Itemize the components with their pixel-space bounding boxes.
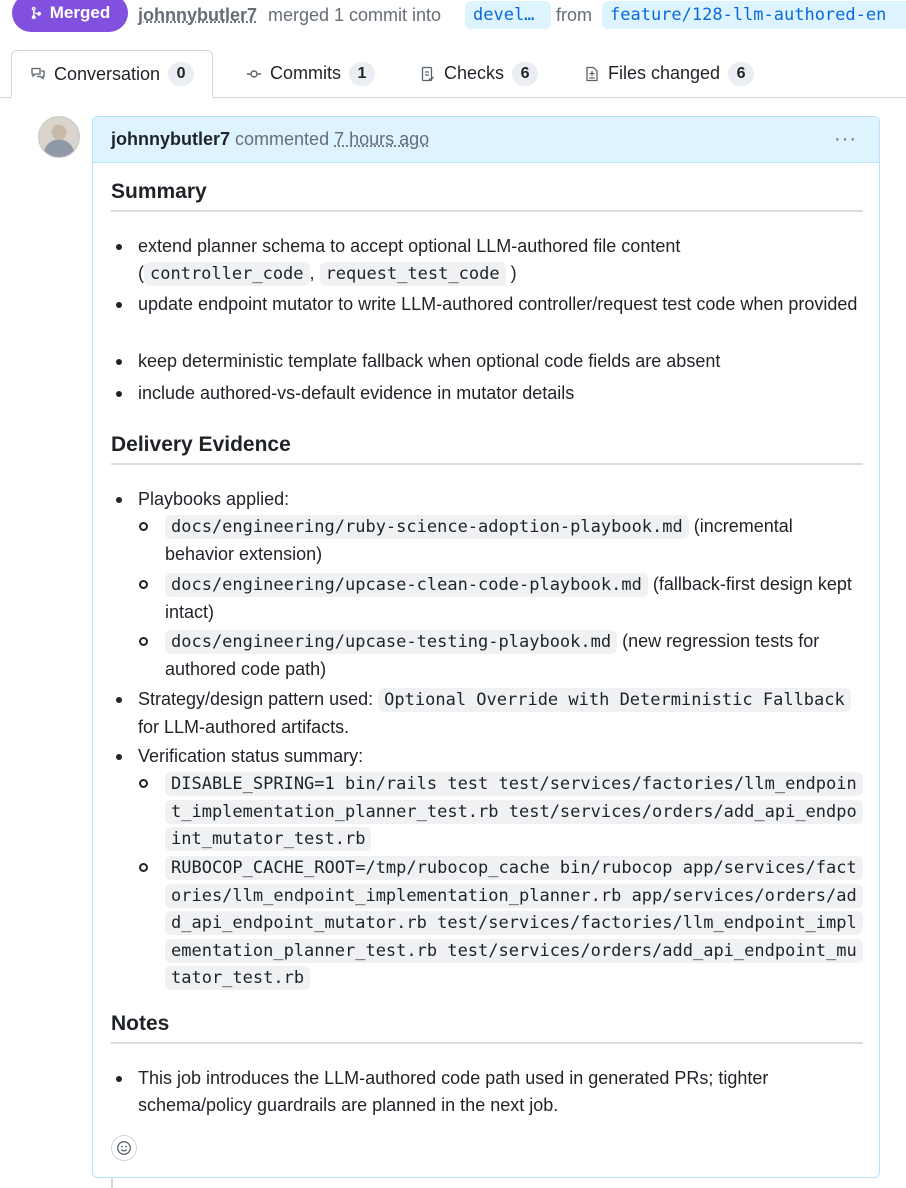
verification-command: [165, 854, 865, 992]
comment-verb: commented: [235, 129, 330, 149]
playbook-item: docs/engineering/upcase-clean-code-playbook.md (fallback-first design kept intact): [165, 571, 865, 625]
tab-checks[interactable]: [420, 50, 538, 97]
avatar[interactable]: [38, 116, 80, 158]
summary-heading: Summary: [111, 180, 863, 212]
pr-tabs: [0, 50, 906, 98]
merged-status-badge: [12, 0, 128, 32]
list-item: This job introduces the LLM-authored code path used in generated PRs; tighter schema/policy guardrails are planned in the next job.: [138, 1065, 868, 1119]
inline-code: docs/engineering/ruby-science-adoption-playbook.md: [165, 515, 689, 539]
tab-commits-count: 1: [349, 62, 375, 86]
inline-code: docs/engineering/upcase-testing-playbook.md: [165, 630, 617, 654]
merge-action-text: merged 1 commit into: [268, 5, 442, 25]
verification-command: [165, 770, 865, 853]
inline-code: controller_code: [144, 262, 310, 286]
notes-heading: Notes: [111, 1012, 863, 1044]
kebab-menu-icon[interactable]: ···: [834, 128, 857, 150]
checklist-icon: [420, 66, 436, 82]
list-item: keep deterministic template fallback when optional code fields are absent: [138, 348, 868, 375]
merged-status-label: Merged: [49, 3, 111, 22]
tab-commits-label: Commits: [270, 63, 341, 83]
from-text: from: [556, 5, 592, 25]
pr-state-bar: [0, 0, 906, 34]
tab-conversation[interactable]: [11, 50, 213, 98]
list-item: update endpoint mutator to write LLM-authored controller/request test code when provided: [138, 291, 868, 318]
head-branch-label[interactable]: feature/128-llm-authored-en: [602, 1, 906, 29]
tab-files-changed-count: 6: [728, 62, 754, 86]
merge-author-link[interactable]: johnnybutler7: [138, 5, 258, 25]
list-item: Strategy/design pattern used: Optional Override with Deterministic Fallback for LLM-authored artifacts.: [138, 686, 868, 741]
comment-discussion-icon: [30, 66, 46, 82]
inline-code: Optional Override with Deterministic Fallback: [378, 688, 851, 712]
smiley-icon: [116, 1140, 132, 1156]
list-item: Playbooks applied:: [138, 486, 868, 513]
comment-timestamp[interactable]: 7 hours ago: [334, 129, 430, 149]
list-item: extend planner schema to accept optional LLM-authored file content ( controller_code , request_test_code ): [138, 233, 868, 288]
git-merge-icon: [30, 6, 44, 20]
git-commit-icon: [246, 66, 262, 82]
inline-code: docs/engineering/upcase-clean-code-playbook.md: [165, 573, 648, 597]
playbook-item: docs/engineering/ruby-science-adoption-playbook.md (incremental behavior extension): [165, 513, 865, 567]
tab-conversation-label: Conversation: [54, 63, 161, 84]
list-item: include authored-vs-default evidence in mutator details: [138, 380, 868, 407]
tab-files-changed[interactable]: [584, 50, 754, 97]
tab-checks-label: Checks: [444, 63, 505, 83]
playbook-item: docs/engineering/upcase-testing-playbook.md (new regression tests for authored code path): [165, 628, 865, 682]
tab-conversation-count: 0: [168, 62, 194, 86]
comment-header: [93, 117, 879, 163]
file-diff-icon: [584, 66, 600, 82]
delivery-evidence-heading: Delivery Evidence: [111, 433, 863, 465]
tab-checks-count: 6: [512, 62, 538, 86]
add-reaction-button[interactable]: [111, 1135, 137, 1161]
pr-description-comment: [92, 116, 880, 1178]
comment-author-link[interactable]: johnnybutler7: [111, 129, 231, 149]
inline-code: RUBOCOP_CACHE_ROOT=/tmp/rubocop_cache bin/rubocop app/services/factories/llm_endpoint_implementation_planner.rb app/services/orders/add_api_endpoint_mutator.rb test/services/factories/llm_endpoint_implementation_planner_test.rb test/services/orders/add_api_endpoint_mutator_test.rb: [165, 856, 863, 990]
tab-files-changed-label: Files changed: [608, 63, 721, 83]
list-item: Verification status summary:: [138, 743, 868, 770]
tab-commits[interactable]: [246, 50, 375, 97]
inline-code: DISABLE_SPRING=1 bin/rails test test/services/factories/llm_endpoint_implementation_planner_test.rb test/services/orders/add_api_endpoint_mutator_test.rb: [165, 772, 863, 851]
inline-code: request_test_code: [320, 262, 506, 286]
base-branch-label[interactable]: devel…: [465, 1, 551, 29]
